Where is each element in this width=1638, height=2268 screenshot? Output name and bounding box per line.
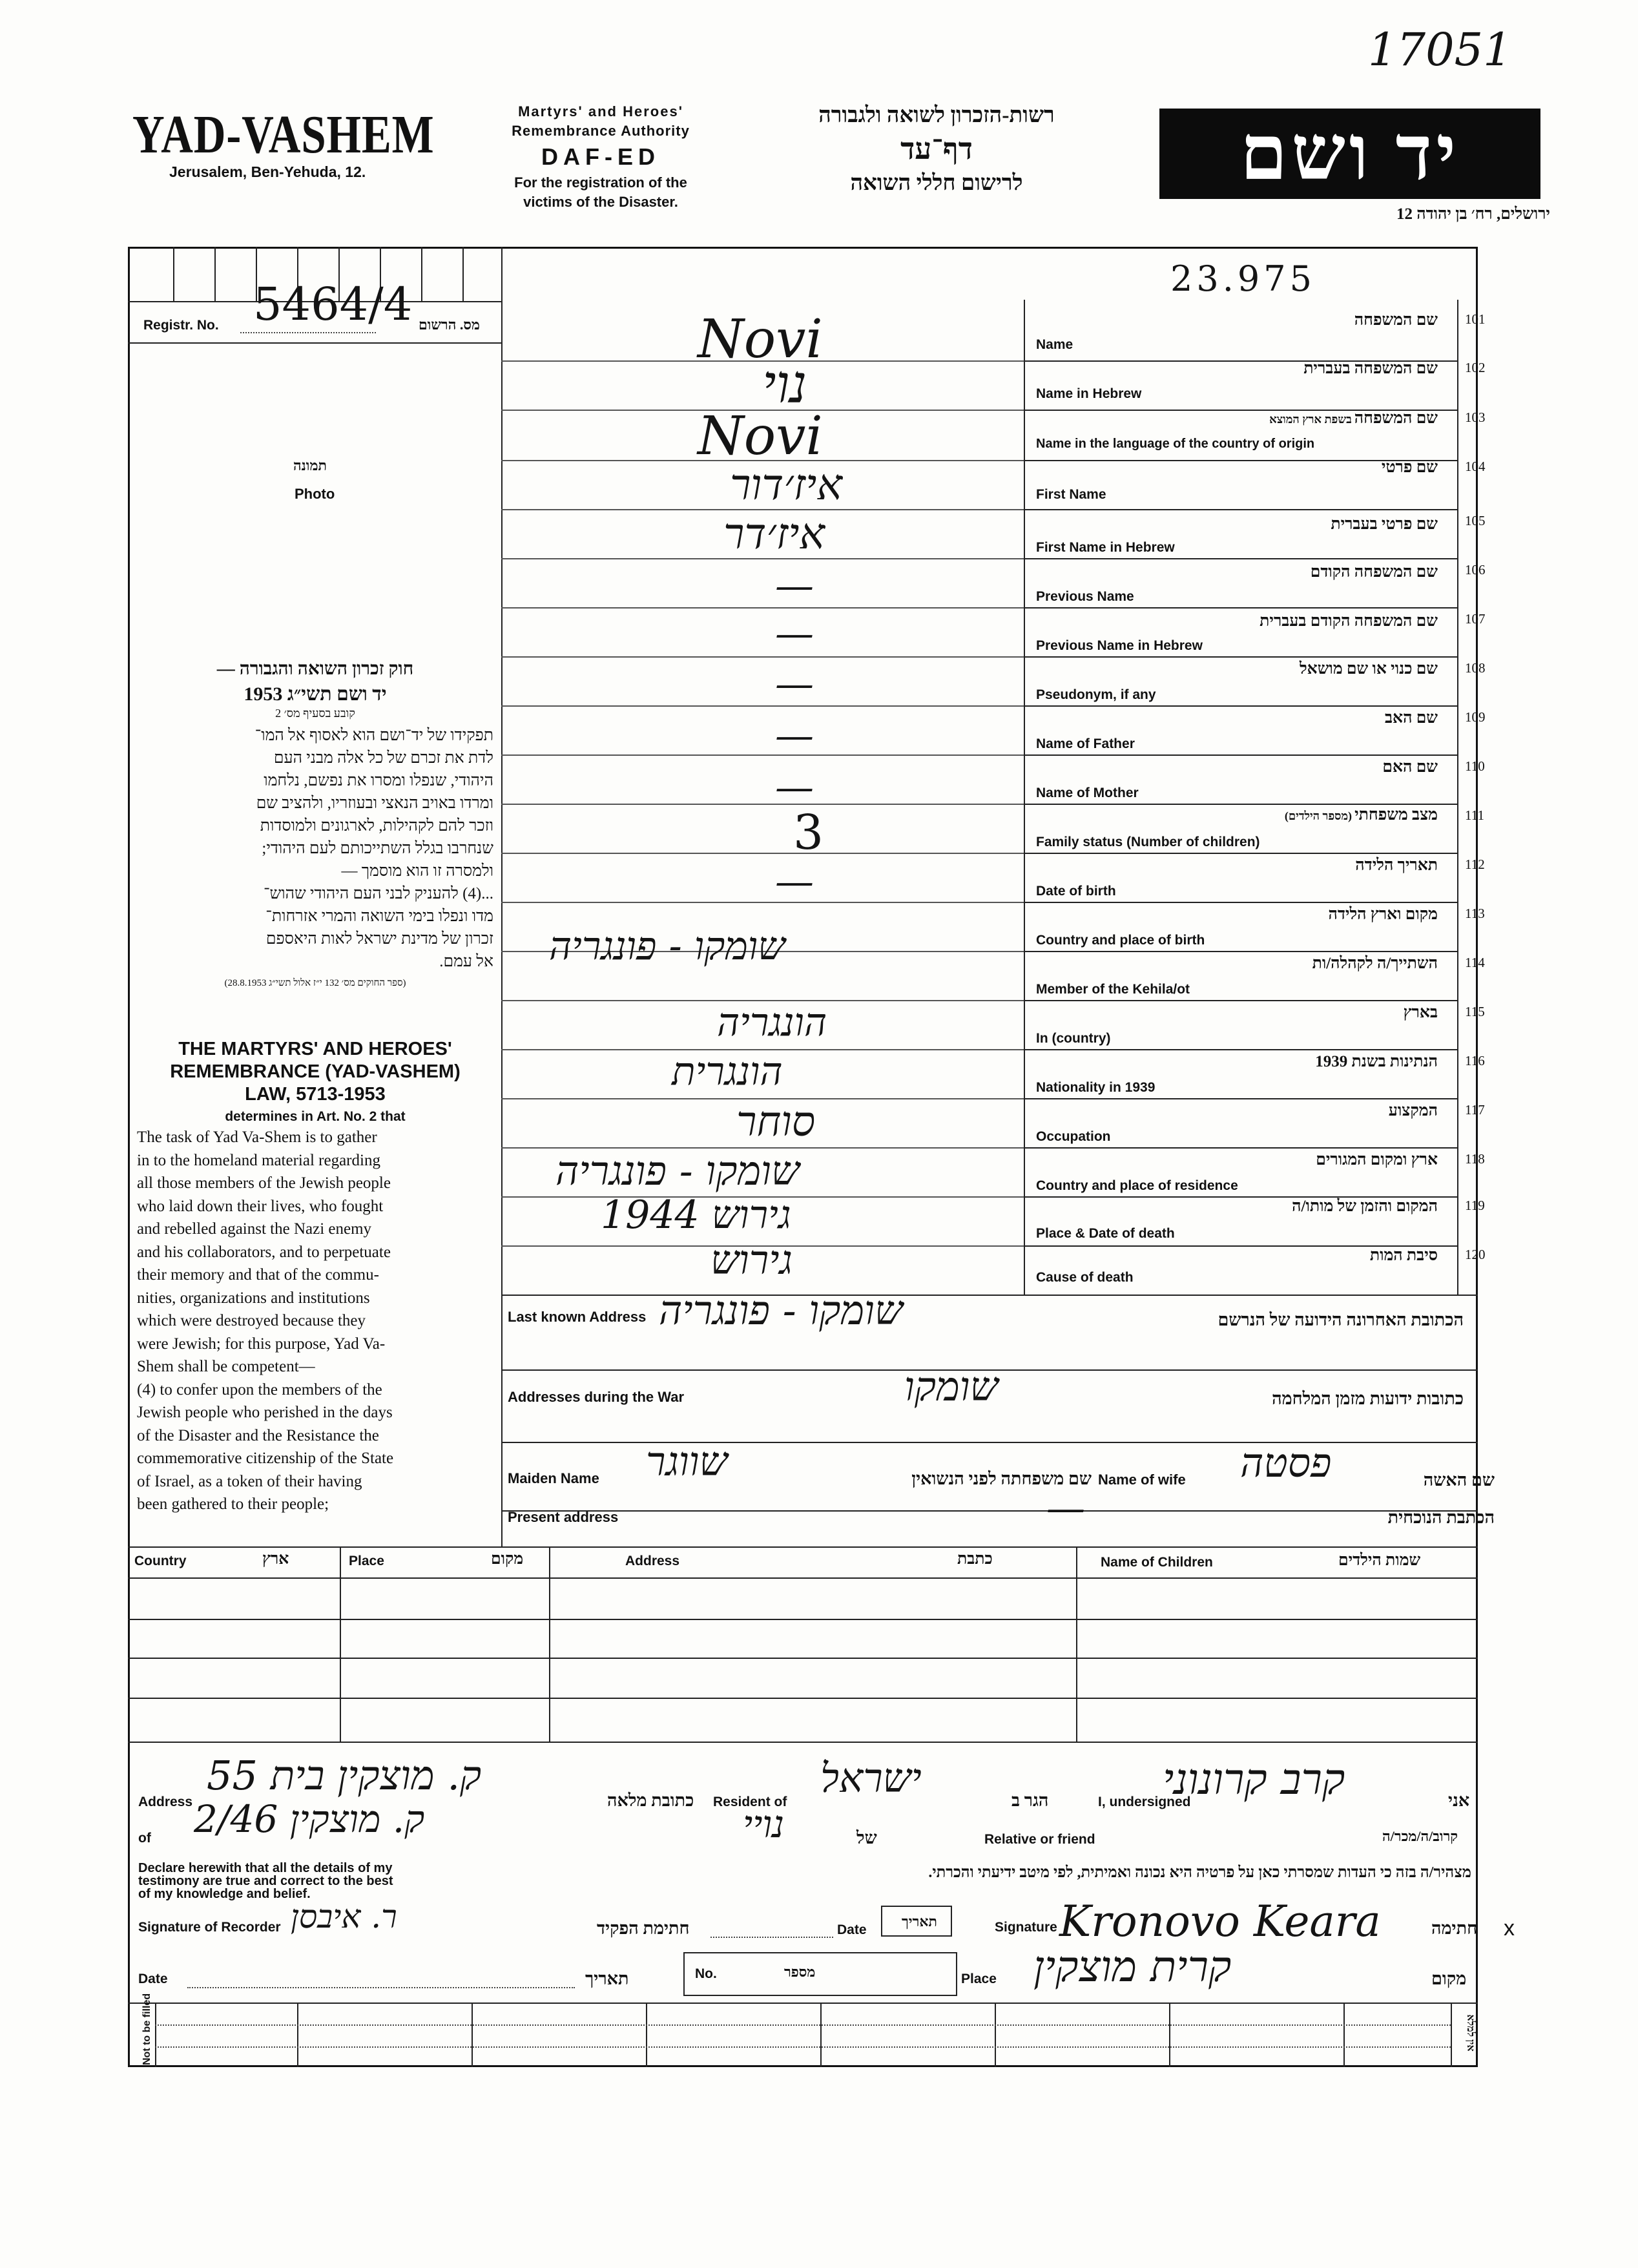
law-en-line-14: of the Disaster and the Resistance the (137, 1426, 379, 1444)
last-known-address-label-en: Last known Address (508, 1309, 647, 1325)
field-104-value: איז׳דור (730, 460, 842, 510)
law-he-line-7: ולמסרה זו הוא מוסמך — (341, 862, 493, 880)
field-119-label-he: המקום והזמן של מותו/ה (1292, 1198, 1438, 1215)
wife-name-value: פסטה (1240, 1439, 1332, 1486)
field-114-label-en: Member of the Kehila/ot (1036, 982, 1190, 997)
photo-label-he: תמונה (293, 457, 327, 473)
header-center-line-4: For the registration of the (514, 174, 687, 191)
relative-or-friend-label-en: Relative or friend (984, 1832, 1095, 1847)
yad-vashem-logo: יד ושם (1159, 109, 1540, 199)
field-108-value: — (775, 661, 814, 707)
field-111-label-he-small: (מספר הילדים) (1284, 809, 1353, 822)
declaration-en-line-3: of my knowledge and belief. (138, 1887, 311, 1901)
recorder-date-label-en: Date (837, 1922, 867, 1937)
law-en-line-10: were Jewish; for this purpose, Yad Va- (137, 1335, 386, 1353)
declaration-english (138, 1862, 393, 1900)
field-115-label-en: In (country) (1036, 1031, 1111, 1046)
present-address-label-en: Present address (508, 1509, 619, 1525)
field-107-value: — (775, 611, 814, 656)
header-center-line-5: victims of the Disaster. (523, 194, 678, 210)
place-label-he: מקום (1431, 1969, 1467, 1988)
law-en-line-12: (4) to confer upon the members of the (137, 1380, 382, 1399)
law-en-line-8: nities, organizations and institutions (137, 1289, 370, 1307)
addresses-during-war-value: שומקו (904, 1363, 999, 1410)
relative-or-friend-label-he: קרוב/ה/מכר/ה (1382, 1828, 1458, 1844)
field-107-label-he: שם המשפחה הקודם בעברית (1260, 612, 1438, 630)
header (0, 0, 1638, 245)
recorder-date-label-he: תאריך (902, 1913, 937, 1930)
table-header-place-he: מקום (491, 1550, 524, 1568)
field-108-label-he: שם כנוי או שם מושאל (1299, 660, 1438, 678)
field-105-label-en: First Name in Hebrew (1036, 540, 1175, 555)
place-label-en: Place (961, 1971, 997, 1986)
field-105-label-he: שם פרטי בעברית (1331, 515, 1438, 533)
page-number: 23.975 (1170, 258, 1316, 299)
field-105-number: 105 (1465, 513, 1486, 528)
field-103-number: 103 (1465, 410, 1486, 425)
recorder-signature-value: ר. איבסן (291, 1898, 397, 1935)
declarant-address-value-2: ק. מוצקין 2/46 (194, 1797, 425, 1841)
maiden-name-label-en: Maiden Name (508, 1470, 599, 1486)
address-label-en: Address (138, 1795, 193, 1809)
last-known-address-value: שומקו - פונגריה (659, 1287, 903, 1334)
bottom-date-label-en: Date (138, 1971, 168, 1986)
header-center-line-1: Martyrs' and Heroes' (518, 103, 683, 120)
field-108-label-en: Pseudonym, if any (1036, 687, 1156, 702)
not-to-be-filled-label: Not to be filled (141, 1993, 152, 2065)
field-110-label-en: Name of Mother (1036, 785, 1139, 800)
law-he-subtitle: יד ושם תשי״ג 1953 (244, 683, 387, 705)
header-left-address: Jerusalem, Ben-Yehuda, 12. (169, 163, 366, 180)
law-he-line-11: אל עמם. (439, 953, 493, 970)
table-header-country-he: ארץ (262, 1550, 289, 1568)
resident-label-he: הגר ב (1011, 1791, 1049, 1810)
field-109-value: — (775, 713, 814, 758)
field-112-number: 112 (1465, 857, 1485, 872)
field-108-number: 108 (1465, 660, 1486, 676)
law-he-title: חוק זכרון השואה והגבורה — (216, 659, 414, 679)
of-label-en: of (138, 1831, 151, 1846)
field-102-label-en: Name in Hebrew (1036, 386, 1142, 401)
field-119-value: גירוש 1944 (601, 1192, 791, 1238)
header-right-text (769, 103, 1104, 196)
field-120-value: גירוש (710, 1236, 793, 1284)
field-101-value: Novi (698, 309, 823, 370)
field-114-label-he: השתייך/ה לקהלה/ות (1312, 955, 1438, 972)
field-116-label-en: Nationality in 1939 (1036, 1080, 1156, 1095)
header-center (478, 103, 723, 211)
law-en-title-1: THE MARTYRS' AND HEROES' (178, 1039, 452, 1059)
declarant-address-value: ק. מוצקין בית 55 (207, 1752, 482, 1799)
field-114-number: 114 (1465, 955, 1485, 970)
field-117-label-en: Occupation (1036, 1129, 1111, 1144)
law-en-title-2: REMEMBRANCE (YAD-VASHEM) (170, 1061, 461, 1082)
law-he-line-9: מדו ונפלו בימי השואה והמרי אזרחות־ (265, 908, 493, 925)
field-101-number: 101 (1465, 311, 1486, 327)
field-106-label-he: שם המשפחה הקודם (1310, 563, 1438, 581)
law-en-line-4: who laid down their lives, who fought (137, 1197, 384, 1215)
law-he-small: קובע בסעיף מס׳ 2 (275, 707, 355, 720)
field-111-number: 111 (1465, 807, 1484, 823)
law-he-line-5: וזכר להם לקהילות, לארגונים ולמוסדות (260, 817, 493, 835)
field-118-value: שומקו - פונגריה (555, 1147, 800, 1194)
field-120-label-he: סיבת המות (1369, 1247, 1438, 1264)
maiden-name-value: שווגר (646, 1438, 728, 1485)
field-117-value: סוחר (736, 1098, 816, 1146)
law-en-subtitle: determines in Art. No. 2 that (225, 1109, 406, 1124)
present-address-label-he: הכתבת הנוכחית (1387, 1508, 1495, 1527)
table-header-address-he: כתבת (957, 1550, 993, 1568)
field-117-label-he: המקצוע (1388, 1102, 1438, 1119)
field-107-label-en: Previous Name in Hebrew (1036, 638, 1203, 653)
signature-label-en: Signature (995, 1920, 1057, 1935)
header-right-address: ירושלים, רח׳ בן יהודה 12 (1396, 205, 1550, 223)
law-en-line-15: commemorative citizenship of the State (137, 1450, 394, 1467)
field-103-label-he-small: בשפת ארץ המוצא (1269, 413, 1352, 426)
addresses-during-war-label-en: Addresses during the War (508, 1389, 685, 1405)
place-value: קרית מוצקין (1033, 1942, 1232, 1992)
declarant-signature-value: Kronovo Keara (1059, 1897, 1381, 1946)
number-label-en: No. (695, 1966, 717, 1981)
maiden-name-label-he: שם משפחתה לפני הנשואין (911, 1469, 1092, 1488)
field-113-label-he: מקום וארץ הלידה (1328, 906, 1438, 923)
field-104-label-en: First Name (1036, 487, 1106, 502)
field-113-number: 113 (1465, 906, 1485, 921)
field-112-label-en: Date of birth (1036, 884, 1116, 899)
field-118-label-he: ארץ ומקום המגורים (1316, 1151, 1438, 1169)
header-center-daf-ed: DAF-ED (541, 143, 660, 170)
field-120-label-en: Cause of death (1036, 1270, 1134, 1285)
field-102-value: נוי (762, 354, 807, 415)
signature-of-recorder-label-he: חתימת הפקיד (597, 1919, 690, 1938)
table-header-children-en: Name of Children (1101, 1555, 1213, 1570)
registration-label-en: Registr. No. (143, 318, 219, 333)
field-111-label-he-main: מצב משפחתי (1354, 806, 1438, 824)
field-116-number: 116 (1465, 1053, 1485, 1068)
field-111-label-he (1285, 806, 1438, 824)
law-en-line-6: and his collaborators, and to perpetuate (137, 1243, 391, 1261)
number-box (683, 1952, 957, 1996)
law-en-line-3: all those members of the Jewish people (137, 1174, 391, 1192)
field-103-label-en: Name in the language of the country of origin (1036, 437, 1315, 451)
field-101-label-he: שם המשפחה (1354, 311, 1438, 329)
relative-of-value: נויי (743, 1802, 785, 1846)
registration-label-he: מס. הרשום (419, 317, 480, 333)
field-110-label-he: שם האם (1382, 758, 1438, 776)
law-en-line-16: of Israel, as a token of their having (137, 1472, 362, 1490)
signature-of-recorder-label-en: Signature of Recorder (138, 1920, 281, 1935)
field-104-number: 104 (1465, 459, 1486, 474)
undersigned-label-he: אני (1448, 1791, 1470, 1810)
header-right-line-3: לרישום חללי השואה (850, 171, 1023, 195)
field-110-value: — (775, 765, 814, 810)
declaration-hebrew: מצהיר/ה בזה כי העדות שמסרתי כאן על פרטיה היא נכונה ואמיתית, לפי מיטב ידיעתי והכרתי. (928, 1864, 1471, 1881)
field-102-label-he: שם המשפחה בעברית (1303, 360, 1438, 377)
field-113-value: שומקו - פונגריה (549, 924, 785, 969)
field-106-value: — (775, 563, 814, 609)
law-en-line-17: been gathered to their people; (137, 1495, 329, 1513)
resident-label-en: Resident of (713, 1795, 787, 1809)
field-119-label-en: Place & Date of death (1036, 1226, 1175, 1241)
field-111-label-en: Family status (Number of children) (1036, 835, 1260, 849)
wife-name-label-he: שם האשה (1423, 1470, 1495, 1490)
law-en-line-5: and rebelled against the Nazi enemy (137, 1220, 372, 1238)
field-119-number: 119 (1465, 1198, 1485, 1213)
field-106-label-en: Previous Name (1036, 589, 1134, 604)
field-110-number: 110 (1465, 758, 1485, 774)
law-hebrew-block (137, 659, 493, 989)
law-he-line-1: תפקידו של יד־ושם הוא לאסוף אל המו־ (254, 727, 493, 744)
field-112-label-he: תאריך הלידה (1355, 857, 1438, 874)
field-111-value: 3 (793, 805, 824, 860)
field-115-number: 115 (1465, 1004, 1485, 1019)
addresses-during-war-label-he: כתובות ידועות מזמן המלחמה (1272, 1389, 1464, 1408)
field-115-value: הונגריה (717, 1000, 827, 1045)
number-label-he: מספר (784, 1964, 816, 1980)
field-103-label-he-main: שם המשפחה (1354, 410, 1438, 427)
field-113-label-en: Country and place of birth (1036, 933, 1205, 948)
law-en-line-2: in to the homeland material regarding (137, 1151, 380, 1169)
field-107-number: 107 (1465, 611, 1486, 627)
law-he-line-4: ומרדו באויב הנאצי ובעוזריו, ולהציב שם (256, 795, 493, 812)
table-header-address-en: Address (625, 1554, 680, 1568)
field-115-label-he: בארץ (1403, 1004, 1438, 1021)
law-en-line-11: Shem shall be competent— (137, 1358, 315, 1375)
undersigned-value: קרב קרונוני (1163, 1754, 1345, 1804)
handwritten-file-number: 17051 (1368, 23, 1512, 76)
field-106-number: 106 (1465, 562, 1486, 577)
field-118-label-en: Country and place of residence (1036, 1178, 1238, 1193)
photo-label-en: Photo (295, 486, 335, 502)
field-112-value: — (775, 859, 814, 904)
last-known-address-label-he: הכתובת האחרונה הידועה של הנרשם (1218, 1310, 1464, 1329)
header-left-title: YAD-VASHEM (132, 105, 435, 165)
field-104-label-he: שם פרטי (1381, 459, 1438, 476)
bottom-date-label-he: תאריך (585, 1969, 629, 1988)
margin-x-mark: x (1504, 1916, 1515, 1940)
field-105-value: איז׳דר (723, 509, 825, 559)
table-header-country-en: Country (134, 1554, 187, 1568)
law-english-block (137, 1039, 493, 1516)
law-he-reference: (ספר החוקים מס׳ 132 י״ז אלול תשי״ג 28.8.1953) (224, 978, 406, 988)
law-en-title-3: LAW, 5713-1953 (245, 1084, 386, 1105)
registration-number: 5464/4 (253, 278, 413, 331)
law-he-line-6: שנחרבו בגלל השתייכותם לעם היהודי; (262, 840, 493, 857)
field-116-label-he: הנתינות בשנת 1939 (1315, 1053, 1438, 1070)
table-header-children-he: שמות הילדים (1338, 1552, 1421, 1569)
present-address-value: — (1046, 1486, 1085, 1531)
law-en-line-1: The task of Yad Va-Shem is to gather (137, 1129, 377, 1146)
signature-label-he: חתימה (1431, 1919, 1478, 1938)
field-103-label-he (1269, 410, 1438, 428)
law-en-line-9: which were destroyed because they (137, 1312, 366, 1329)
law-he-line-2: לדת את זכרם של כל אלה מבני העם (273, 749, 493, 767)
header-center-line-2: Remembrance Authority (512, 123, 690, 139)
undersigned-label-en: I, undersigned (1098, 1795, 1191, 1809)
address-full-label-he: כתובת מלאה (607, 1791, 694, 1810)
table-header-place-en: Place (349, 1554, 384, 1568)
field-102-number: 102 (1465, 360, 1486, 375)
field-120-number: 120 (1465, 1247, 1486, 1262)
law-he-line-8: ...(4) להעניק לבני העם היהודי שהוש־ (263, 885, 493, 902)
declaration-en-line-2: testimony are true and correct to the best (138, 1874, 393, 1888)
of-label-he: של (856, 1828, 877, 1847)
not-to-be-filled-label-he: אין למלא (1465, 2014, 1476, 2052)
resident-value: ישראל (820, 1754, 922, 1802)
law-en-line-13: Jewish people who perished in the days (137, 1404, 393, 1421)
law-en-line-7: their memory and that of the commu- (137, 1266, 379, 1284)
field-109-number: 109 (1465, 709, 1486, 725)
field-116-value: הונגרית (672, 1049, 783, 1094)
law-he-line-3: היהודי, שנפלו ומסרו את נפשם, נלחמו (264, 772, 493, 789)
header-right-line-2: דף־עד (900, 132, 973, 165)
field-101-label-en: Name (1036, 337, 1073, 352)
header-right-line-1: רשות-הזכרון לשואה ולגבורה (818, 103, 1055, 127)
law-he-line-10: זכרון של מדינת ישראל לאות היאספם (265, 930, 493, 948)
field-117-number: 117 (1465, 1102, 1485, 1118)
field-118-number: 118 (1465, 1151, 1485, 1167)
field-109-label-en: Name of Father (1036, 736, 1135, 751)
field-109-label-he: שם האב (1384, 709, 1438, 727)
field-103-value: Novi (698, 406, 823, 467)
declaration-en-line-1: Declare herewith that all the details of my (138, 1861, 393, 1875)
wife-name-label-en: Name of wife (1098, 1472, 1186, 1488)
